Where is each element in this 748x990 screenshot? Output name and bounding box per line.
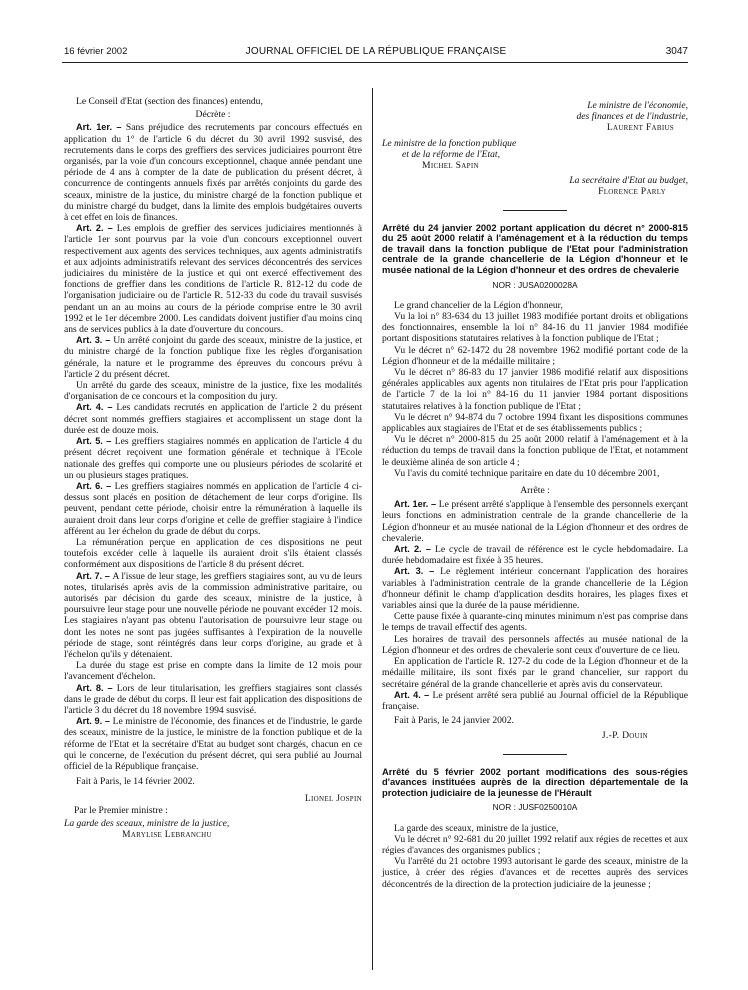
arrete-1-article-label: Art. 3. – [394,566,441,577]
decree-article-text: Les emplois de greffier des services judiciaires mentionnés à l'article 1er sont pourvus par la voie d'un concours exceptionnel ouvert respectivement aux agents des services techniques, aux agents administratifs et aux adjoints administratifs relevant des services déconcentrés des services judiciaires du ministère de la justice et qui ont exercé effectivement des fonctions de greffier dans les conditions de l'article R. 812-12 du code de l'organisation judiciaire ou de l'article R. 512-33 du code du travail susvisés pendant un an au moins au cours de la période comprise entre le 30 avril 1992 et le 1er décembre 2000. Les candidats doivent justifier d'au moins cinq ans de services publics à la date d'ouverture du concours. [64,223,362,336]
decree-article-paragraph [64,380,362,402]
arrete-1-article-label: Art. 1er. – [394,499,439,510]
decree-article-text: Le ministre de l'économie, des finances et de l'industrie, le garde des sceaux, ministre de la justice, le ministre de la fonction publique et de la réforme de l'Etat et la secrétaire d'Etat au budget sont chargés, chacun en ce qui le concerne, de l'exécution du présent décret, qui sera publié au Journal officiel de la République française. [64,716,362,772]
arrete-1-visa: Vu le décret n° 86-83 du 17 janvier 1986 modifié relatif aux dispositions générales applicables aux agents non titulaires de l'Etat pris pour l'application de l'article 7 de la loi n° 84-16 du 11 janvier 1984 portant dispositions statutaires relatives à la fonction publique de l'Etat ; [382,367,688,412]
arrete-1-visa: Vu le décret n° 2000-815 du 25 août 2000 relatif à l'aménagement et à la réduction du temps de travail dans la fonction publique de l'Etat, et notamment le deuxième alinéa de son article 4 ; [382,434,688,468]
arrete-1-article-text: Les horaires de travail des personnels affectés au musée national de la Légion d'honneur et des ordres de chevalerie sont ceux d'ouverture de ce lieu. [382,633,688,656]
budget-secretary-title: La secrétaire d'Etat au budget, [569,175,688,187]
decree-article-text: Les greffiers stagiaires nommés en application de l'article 4 ci-dessus sont placés en position de détachement de leur corps d'origine. Ils peuvent, pendant cette période, choisir entre la rémunération à laquelle ils auraient droit dans leur corps d'origine et celle de greffier stagiaire à l'indice afférent au 1er échelon du grade de début du corps. [64,480,362,537]
arrete-1-signature: J.-P. Douin [601,730,648,742]
decree-article-text: La durée du stage est prise en compte dans la limite de 12 mois pour l'avancement d'échelon. [64,660,362,683]
decree-article-paragraph [64,402,362,436]
arrete-2-visa: La garde des sceaux, ministre de la justice, [394,822,559,834]
arrete-2-visa: Vu l'arrêté du 21 octobre 1993 autorisant le garde des sceaux, ministre de la justice, à créer des régies d'avances et de recettes auprès des services déconcentrés de la direction de la protection judiciaire de la jeunesse ; [382,856,688,890]
arrete-1-visa: Le grand chancelier de la Légion d'honneur, [394,299,563,311]
arrete-2-visa: Vu le décret n° 92-681 du 20 juillet 1992 relatif aux régies de recettes et aux régies d'avances des organismes publics ; [382,833,688,856]
journal-title: JOURNAL OFFICIEL DE LA RÉPUBLIQUE FRANÇAISE [245,46,507,57]
decree-article-text: Sans préjudice des recrutements par concours effectués en application du 1° de l'article 6 du décret du 30 avril 1992 susvisé, des recrutements dans le corps des greffiers des services judiciaires pourront être organisés, par la voie d'un concours exceptionnel, chaque année pendant une période de 4 ans à compter de la date de publication du présent décret, à concurrence de contingents annuels fixés par arrêtés conjoints du garde des sceaux, ministre de la justice, du ministre chargé de la fonction publique et du ministre chargé du budget, dans la limite des emplois budgétaires ouverts à cet effet en lois de finances. [64,122,362,224]
decrete-heading: Décrète : [195,109,231,121]
arrete-1-visa: Vu la loi n° 83-634 du 13 juillet 1983 modifiée portant droits et obligations des fonctionnaires, ensemble la loi n° 84-16 du 11 janvier 1984 modifiée portant dispositions statutaires relatives à la fonction publique de l'Etat ; [382,311,688,345]
decree-article-paragraph [64,716,362,772]
decree-article-paragraph [64,660,362,682]
decree-article-text: La rémunération perçue en application de ces dispositions ne peut toutefois excéder celle à laquelle ils auraient droit s'ils étaient classés conformément aux dispositions de l'article 8 du présent décret. [64,536,362,571]
arrete-1-article-paragraph [382,634,688,656]
decree-article-text: Un arrêté conjoint du garde des sceaux, ministre de la justice, et du ministre chargé de la fonction publique fixe les règles d'organisation générale, la nature et le programme des épreuves du concours prévu à l'article 2 du présent décret. [64,335,362,380]
arrete-1-article-text: En application de l'article R. 127-2 du code de la Légion d'honneur et de la médaille militaire, ils sont fixés par le grand chancelier, sur rapport du secrétaire général de la grande chancellerie et après avis du conservateur. [382,656,688,690]
decree-article-label: Art. 8. – [76,682,117,693]
garde-des-sceaux-title: La garde des sceaux, ministre de la justice, [64,817,230,829]
eco-minister-title-2: des finances et de l'industrie, [576,111,688,123]
arrete-1-visa: Vu l'avis du comité technique paritaire en date du 10 décembre 2001, [394,467,660,479]
arrete-1-article-text: Le présent arrêté s'applique à l'ensemble des personnels exerçant leurs fonctions en administration centrale de la grande chancellerie de la Légion d'honneur et au musée national de la Légion d'honneur et des ordres de chevalerie. [382,499,688,544]
arrete-1-article-text: Le présent arrêté sera publié au Journal officiel de la République française. [382,689,688,712]
arrete-1-article-label: Art. 4. – [394,689,433,700]
fp-minister-title-1: Le ministre de la fonction publique [382,137,517,149]
arrete-1-visa: Vu le décret n° 94-874 du 7 octobre 1994 fixant les dispositions communes applicables aux stagiaires de l'Etat et de ses établissements publics ; [382,411,688,435]
arrete-1-title: Arrêté du 24 janvier 2002 portant application du décret n° 2000-815 du 25 août 2000 relatif à l'aménagement et à la réduction du temps de travail dans la fonction publique de l'Etat pour l'administration centrale de la grande chancellerie de la Légion d'honneur et le musée national de la Légion d'honneur et des ordres de chevalerie [382,221,688,275]
decree-article-label: Art. 6. – [76,480,115,491]
fp-minister-title-2: et de la réforme de l'Etat, [402,148,500,160]
arrete-1-article-paragraph [382,566,688,611]
decree-article-label: Art. 7. – [76,570,113,581]
decree-article-paragraph [64,223,362,335]
decree-article-paragraph [64,335,362,380]
arrete-1-article-text: Le cycle de travail de référence est le cycle hebdomadaire. La durée hebdomadaire est fixée à 35 heures. [382,544,688,567]
decree-article-label: Art. 1er. – [76,122,126,133]
decree-article-text: Les candidats recrutés en application de l'article 2 du présent décret sont nommés greffiers stagiaires et accomplissent un stage dont la durée est de douze mois. [64,402,362,436]
section-separator [503,210,567,211]
arrete-1-article-label: Art. 2. – [394,544,435,555]
eco-minister-title-1: Le ministre de l'économie, [587,100,688,111]
arrete-1-visa: Vu le décret n° 62-1472 du 28 novembre 1962 modifié portant code de la Légion d'honneur et de la médaille militaire ; [382,344,688,367]
signature-pm: Lionel Jospin [304,793,362,805]
arrete-1-articles [382,499,688,712]
arrete-1-visas [382,300,688,479]
section-separator-2 [503,754,567,755]
eco-minister-name: Laurent Fabius [606,122,674,134]
arrete-1-article-text: Cette pause fixée à quarante-cinq minutes minimum n'est pas comprise dans le temps de travail effectif des agents. [382,611,688,634]
decree-article-text: A l'issue de leur stage, les greffiers stagiaires sont, au vu de leurs notes, titularisés après avis de la commission administrative paritaire, ou autorisés par décision du garde des sceaux, ministre de la justice, à poursuivre leur stage pour une nouvelle période ne pouvant excéder 12 mois. Les stagiaires n'ayant pas obtenu l'autorisation de poursuivre leur stage ou dont les notes ne sont pas jugées suffisantes à l'expiration de la nouvelle période de stage, sont réintégrés dans leur corps d'origine, au grade et à l'échelon qu'ils y détenaient. [64,570,362,660]
decree-article-label: Art. 5. – [76,436,115,447]
arrete-1-article-paragraph [382,544,688,566]
budget-secretary-name: Florence Parly [598,186,666,198]
conseil-etat-line: Le Conseil d'Etat (section des finances) entendu, [76,96,263,107]
arrete-1-arrete-heading: Arrête : [520,485,550,497]
arrete-1-nor: NOR : JUSA0200028A [492,279,578,290]
fait-a-paris: Fait à Paris, le 14 février 2002. [76,776,195,788]
decree-article-paragraph [64,571,362,661]
header-rule [62,62,688,63]
arrete-1-fait: Fait à Paris, le 24 janvier 2002. [394,715,514,727]
arrete-2-nor: NOR : JUSF0250010A [492,802,578,813]
arrete-2-title: Arrêté du 5 février 2002 portant modifications des sous-régies d'avances instituées auprès de la direction départementale de la protection judiciaire de la jeunesse de l'Hérault [382,765,688,798]
garde-des-sceaux-name: Marylise Lebranchu [122,829,212,840]
fp-minister-name: Michel Sapin [422,160,479,172]
right-column [382,100,688,890]
decree-articles [64,122,362,772]
arrete-1-article-paragraph [382,499,688,544]
decree-article-label: Art. 3. – [76,335,114,346]
decree-article-paragraph [64,122,362,223]
decree-article-paragraph [64,537,362,571]
page-number: 3047 [665,46,688,57]
arrete-1-article-text: Le règlement intérieur concernant l'application des horaires variables à l'administration centrale de la grande chancellerie de la Légion d'honneur définit le champ d'application desdits horaires, les plages fixes et variables ainsi que la durée de la pause méridienne. [382,566,688,612]
decree-article-text: Les greffiers stagiaires nommés en application de l'article 4 du présent décret reçoivent une formation générale et technique à l'Ecole nationale des greffes qui comporte une ou plusieurs périodes de scolarité et un ou plusieurs stages pratiques. [64,436,362,481]
arrete-1-article-paragraph [382,690,688,712]
page-header [64,46,688,62]
left-column [64,96,362,840]
decree-article-label: Art. 9. – [76,716,113,727]
decree-article-paragraph [64,436,362,481]
decree-article-paragraph [64,481,362,537]
arrete-1-article-paragraph [382,611,688,633]
decree-article-label: Art. 2. – [76,223,117,234]
decree-article-label: Art. 4. – [76,402,117,413]
decree-article-text: Un arrêté du garde des sceaux, ministre de la justice, fixe les modalités d'organisation de ce concours et la composition du jury. [64,380,362,403]
arrete-1-article-paragraph [382,656,688,690]
arrete-2-visas [382,823,688,890]
column-divider [372,88,373,970]
decree-article-paragraph [64,683,362,717]
decree-article-text: Lors de leur titularisation, les greffiers stagiaires sont classés dans le grade de début du corps. Il leur est fait application des dispositions de l'article 3 du décret du 18 novembre 1994 susvisé. [64,682,362,716]
header-date: 16 février 2002 [64,46,128,57]
par-premier-ministre: Par le Premier ministre : [74,804,168,816]
